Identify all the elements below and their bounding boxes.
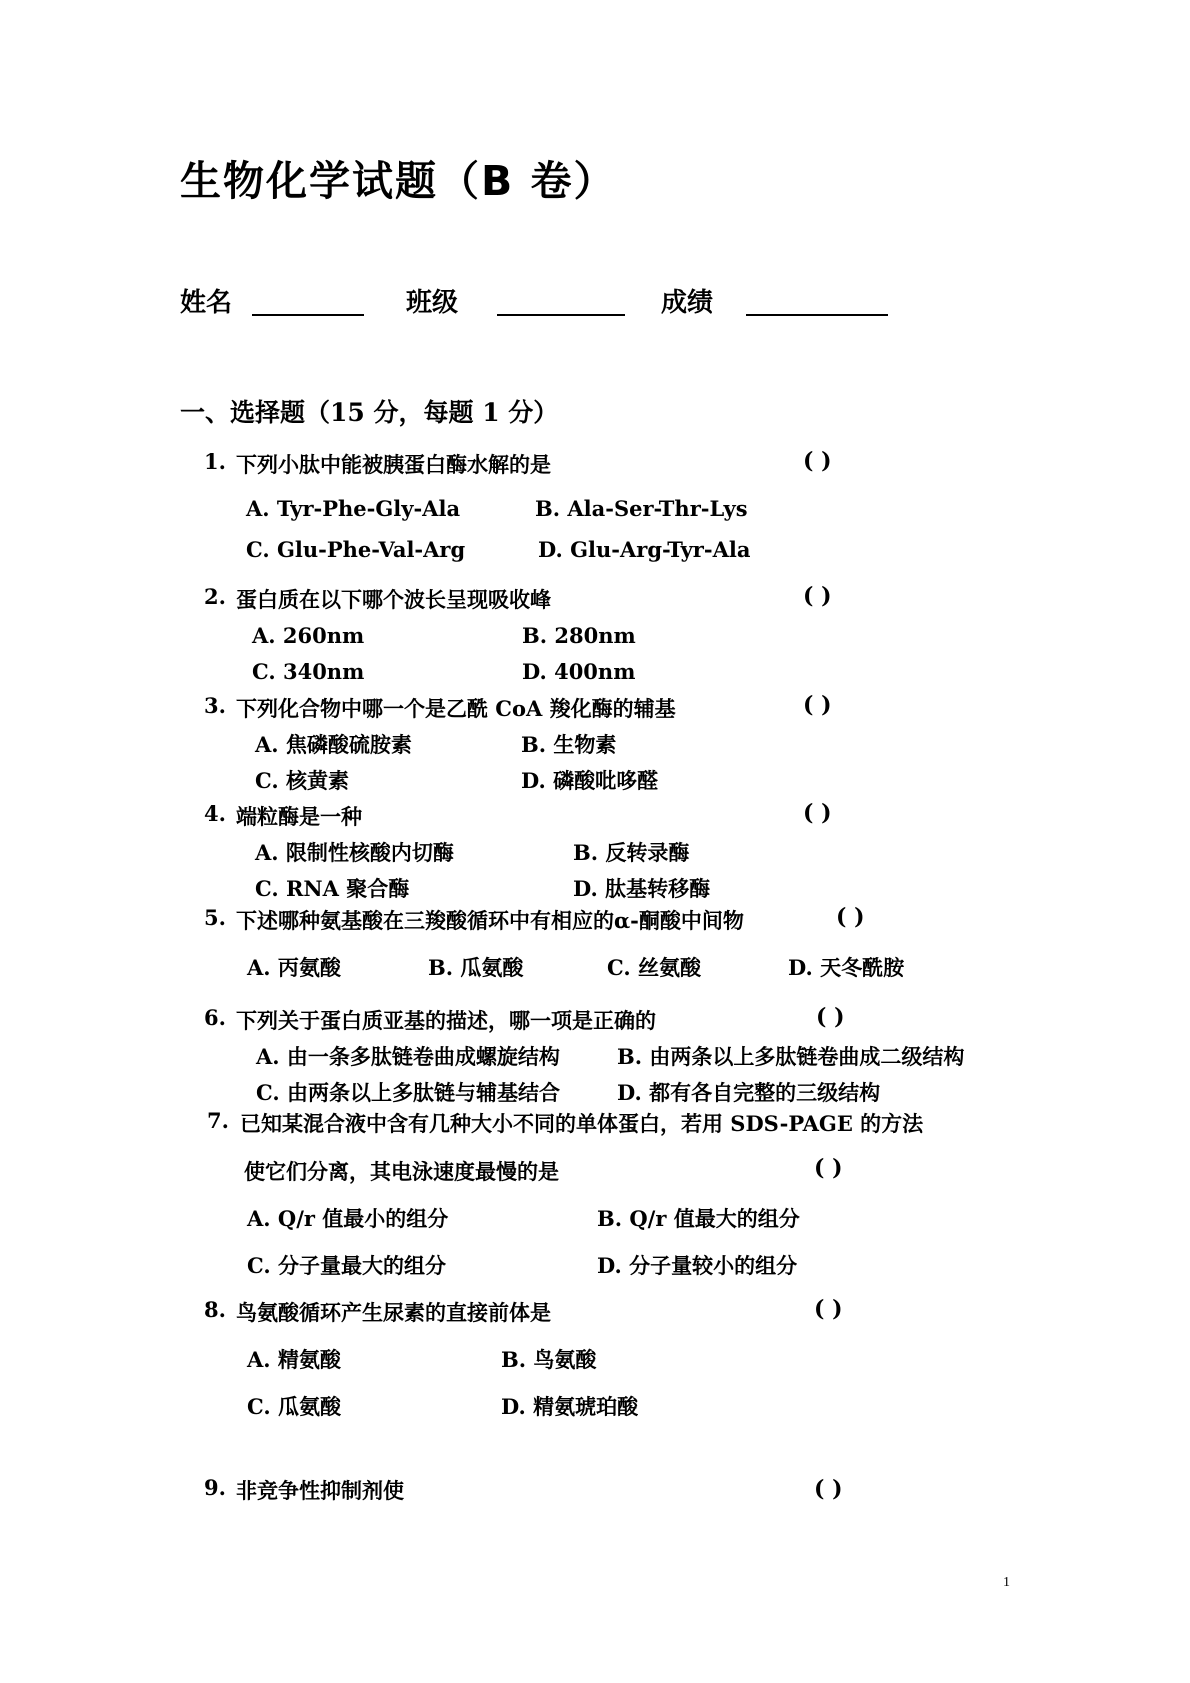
question-3-option-c: C. 核黄素 <box>255 768 349 793</box>
question-3-option-b: B. 生物素 <box>521 732 617 757</box>
question-3-number: 3. <box>204 693 226 718</box>
question-5-option-c: C. 丝氨酸 <box>607 955 701 980</box>
question-2-option-c: C. 340nm <box>252 659 365 684</box>
question-6-option-a: A. 由一条多肽链卷曲成螺旋结构 <box>256 1044 560 1069</box>
question-5-option-d: D. 天冬酰胺 <box>788 955 905 980</box>
question-2-option-d: D. 400nm <box>522 659 636 684</box>
question-1-option-b: B. Ala-Ser-Thr-Lys <box>535 496 748 521</box>
question-3-option-d: D. 磷酸吡哆醛 <box>521 768 659 793</box>
question-8-answer-paren[interactable]: ( ) <box>814 1296 843 1322</box>
question-4-option-a: A. 限制性核酸内切酶 <box>255 840 454 865</box>
question-2-option-a: A. 260nm <box>252 623 365 648</box>
question-7-text: 已知某混合液中含有几种大小不同的单体蛋白，若用 SDS-PAGE 的方法 <box>240 1111 924 1136</box>
question-1-answer-paren[interactable]: ( ) <box>803 448 832 474</box>
question-7-answer-paren[interactable]: ( ) <box>814 1155 843 1181</box>
question-2-number: 2. <box>204 584 226 609</box>
question-5-option-a: A. 丙氨酸 <box>247 955 341 980</box>
question-6-option-c: C. 由两条以上多肽链与辅基结合 <box>256 1080 560 1105</box>
question-9-number: 9. <box>204 1475 226 1500</box>
question-7-option-a: A. Q/r 值最小的组分 <box>247 1206 449 1231</box>
question-8-option-b: B. 鸟氨酸 <box>501 1347 597 1372</box>
question-5-answer-paren[interactable]: ( ) <box>836 904 865 930</box>
class-label: 班级 <box>406 288 459 318</box>
question-1-number: 1. <box>204 449 226 474</box>
question-8-option-a: A. 精氨酸 <box>247 1347 341 1372</box>
question-3-option-a: A. 焦磷酸硫胺素 <box>255 732 412 757</box>
question-7-option-b: B. Q/r 值最大的组分 <box>597 1206 800 1231</box>
score-label: 成绩 <box>661 288 714 318</box>
class-blank[interactable] <box>497 314 625 316</box>
question-8-option-c: C. 瓜氨酸 <box>247 1394 341 1419</box>
question-7-option-d: D. 分子量较小的组分 <box>597 1253 798 1278</box>
question-8-option-d: D. 精氨琥珀酸 <box>501 1394 639 1419</box>
question-4-number: 4. <box>204 801 226 826</box>
name-blank[interactable] <box>252 314 364 316</box>
question-9-text: 非竞争性抑制剂使 <box>236 1478 404 1503</box>
question-2-answer-paren[interactable]: ( ) <box>803 583 832 609</box>
question-5-text: 下述哪种氨基酸在三羧酸循环中有相应的α-酮酸中间物 <box>236 908 744 933</box>
question-7-text-continued: 使它们分离，其电泳速度最慢的是 <box>244 1159 559 1184</box>
question-3-answer-paren[interactable]: ( ) <box>803 692 832 718</box>
question-2-option-b: B. 280nm <box>522 623 636 648</box>
question-8-text: 鸟氨酸循环产生尿素的直接前体是 <box>236 1300 551 1325</box>
question-7-number: 7. <box>207 1108 229 1133</box>
question-5-number: 5. <box>204 905 226 930</box>
page-number: 1 <box>1003 1575 1010 1590</box>
score-blank[interactable] <box>746 314 888 316</box>
question-7-option-c: C. 分子量最大的组分 <box>247 1253 446 1278</box>
question-4-option-d: D. 肽基转移酶 <box>573 876 711 901</box>
question-1-text: 下列小肽中能被胰蛋白酶水解的是 <box>236 452 551 477</box>
question-4-option-c: C. RNA 聚合酶 <box>255 876 410 901</box>
page-title: 生物化学试题（B 卷） <box>180 157 617 205</box>
question-6-option-d: D. 都有各自完整的三级结构 <box>617 1080 881 1105</box>
name-label: 姓名 <box>180 288 233 318</box>
question-5-option-b: B. 瓜氨酸 <box>428 955 524 980</box>
question-1-option-d: D. Glu-Arg-Tyr-Ala <box>538 537 751 562</box>
question-6-answer-paren[interactable]: ( ) <box>816 1004 845 1030</box>
question-1-option-a: A. Tyr-Phe-Gly-Ala <box>246 496 461 521</box>
question-6-option-b: B. 由两条以上多肽链卷曲成二级结构 <box>617 1044 965 1069</box>
question-4-option-b: B. 反转录酶 <box>573 840 690 865</box>
question-9-answer-paren[interactable]: ( ) <box>814 1476 843 1502</box>
question-8-number: 8. <box>204 1297 226 1322</box>
question-4-text: 端粒酶是一种 <box>236 804 362 829</box>
question-2-text: 蛋白质在以下哪个波长呈现吸收峰 <box>236 587 551 612</box>
question-6-text: 下列关于蛋白质亚基的描述，哪一项是正确的 <box>236 1008 656 1033</box>
question-4-answer-paren[interactable]: ( ) <box>803 800 832 826</box>
question-6-number: 6. <box>204 1005 226 1030</box>
section-title: 一、选择题（15 分，每题 1 分） <box>180 398 559 427</box>
question-3-text: 下列化合物中哪一个是乙酰 CoA 羧化酶的辅基 <box>236 696 676 721</box>
question-1-option-c: C. Glu-Phe-Val-Arg <box>246 537 466 562</box>
